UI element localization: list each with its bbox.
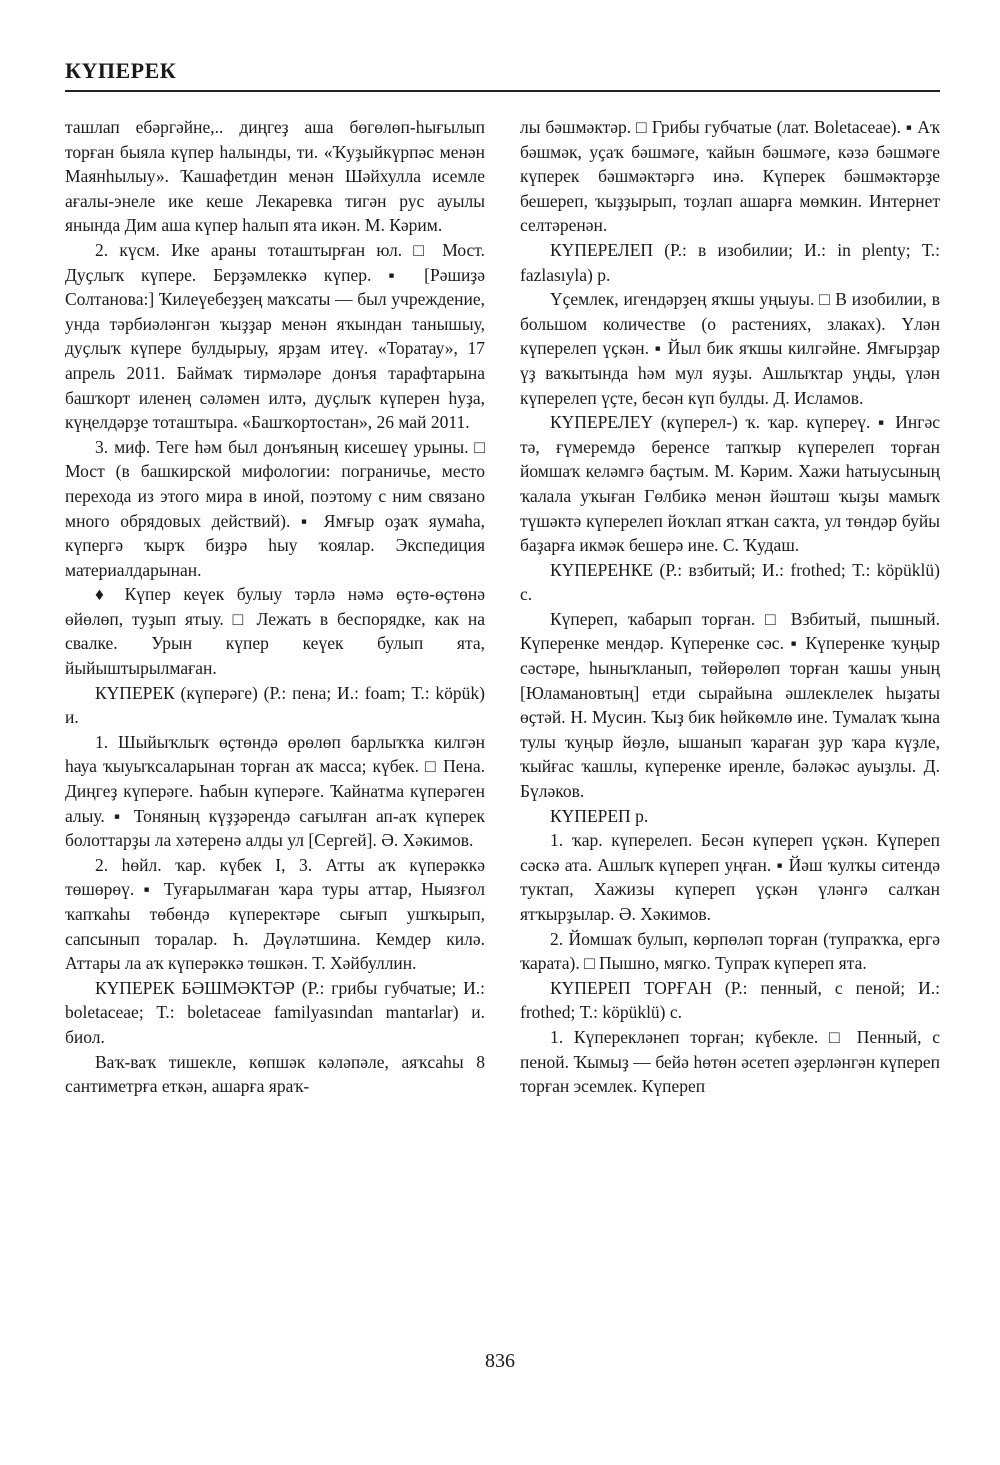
entry-paragraph: 3. миф. Теге һәм был донъяның кисешеү урыны. □ Мост (в башкирской мифологии: пограничье, место перехода из этого мира в иной, поэтому с ним связано много обрядовых действий). ▪ Ямғыр оҙаҡ яумаһа, күпергә ҡырҡ биҙрә һыу ҡоялар. Экспедиция материалдарынан. xyxy=(65,436,485,580)
entry-paragraph: 1. Күперекләнеп торған; күбекле. □ Пенный, с пеной. Ҡымыҙ — бейә һөтөн әсетеп әҙерләнгән күпереп торған эсемлек. Күпереп xyxy=(520,1026,940,1097)
page-number: 836 xyxy=(485,1350,515,1372)
entry-paragraph: Үҫемлек, игендәрҙең яҡшы уңыуы. □ В изобилии, в большом количестве (о растениях, злаках). Үлән күперелеп үҫкән. ▪ Йыл бик яҡшы килгәйне. Ямғырҙар үҙ ваҡытында һәм мул яуҙы. Ашлыҡтар уңды, үлән күперелеп үҫте, бесән күп булды. Д. Исламов. xyxy=(520,289,940,408)
headword-paragraph: КҮПЕРЕК БӘШМӘКТӘР (Р.: грибы губчатые; И.: boletaceae; Т.: boletaceae familyasından mantarlar) и. биол. xyxy=(65,977,485,1047)
entry-paragraph: 1. Шыйыҡлыҡ өҫтөндә өрөлөп барлыҡҡа килгән һауа ҡыуыҡсаларынан торған аҡ масса; күбек. □ Пена. Диңгеҙ күперәге. Һабын күперәге. Ҡайнатма күперәген алыу. ▪ Тоняның күҙҙәрендә сағылған ап-аҡ күперек болоттарҙы ла хәтеренә алды ул [Сергей]. Ә. Хәкимов. xyxy=(65,731,485,851)
headword-paragraph: КҮПЕРЕП ТОРҒАН (Р.: пенный, с пеной; И.: frothed; Т.: köpüklü) с. xyxy=(520,977,940,1023)
entry-paragraph: лы бәшмәктәр. □ Грибы губчатые (лат. Boletaceae). ▪ Аҡ бәшмәк, уҫаҡ бәшмәге, ҡайын бәшмәге, кәзә бәшмәге күперек бәшмәктәргә инә. Күперек бәшмәктәрҙе бешереп, ҡыҙҙырып, тоҙлап ашарға мөмкин. Интернет селтәренән. xyxy=(520,117,940,236)
entry-paragraph: Ваҡ-ваҡ тишекле, көпшәк кәләпәле, аяҡсаһы 8 сантиметрға еткән, ашарға яраҡ- xyxy=(65,1051,485,1097)
running-head: КҮПЕРЕК xyxy=(65,58,177,83)
headword-paragraph: КҮПЕРЕЛЕП (Р.: в изобилии; И.: in plenty; Т.: fazlasıyla) р. xyxy=(520,239,940,285)
headword-paragraph: КҮПЕРЕЛЕҮ (күперел-) ҡ. ҡар. күпереү. ▪ Ингәс тә, ғүмеремдә беренсе тапҡыр күперелеп торған йомшаҡ келәмгә баҫтым. М. Кәрим. Хажи һатыусының ҡалала уҡыған Гөлбикә менән йәштәш ҡыҙы мамыҡ түшәктә күперелеп йоҡлап ятҡан саҡта, ул төндәр буйы баҙарға икмәк бешерә ине. С. Ҡудаш. xyxy=(520,412,940,556)
header-rule xyxy=(65,90,940,92)
right-column xyxy=(520,115,940,1345)
entry-paragraph: 2. Йомшаҡ булып, көрпөләп торған (тупраҡҡа, ергә ҡарата). □ Пышно, мягко. Тупраҡ күпереп ята. xyxy=(520,928,940,974)
headword-paragraph: КҮПЕРЕК (күперәге) (Р.: пена; И.: foam; Т.: köpük) и. xyxy=(65,682,485,728)
entry-paragraph: Күпереп, ҡабарып торған. □ Взбитый, пышный. Күперенке мендәр. Күперенке сәс. ▪ Күперенке ҡуңыр сәстәре, һыныҡланып, төйөрөлөп торған ҡашы уның [Юламановтың] етди сырайына әшлеклелек һыҙаты өҫтәй. Н. Мусин. Ҡыҙ бик һөйкөмлө ине. Тумалаҡ ҡына тулы ҡуңыр йөҙлө, ышанып ҡараған ҙур ҡара күҙле, ҡыйғас ҡашлы, күперенке иренле, бәләкәс ауыҙлы. Д. Бүләков. xyxy=(520,608,940,802)
idiom-paragraph: ♦ Күпер кеүек булыу тәрлә нәмә өҫтө-өҫтөнә өйөлөп, туҙып ятыу. □ Лежать в беспорядке, как на свалке. Урын күпер кеүек булып ята, йыйыштырылмаған. xyxy=(65,584,485,679)
headword-paragraph: КҮПЕРЕНКЕ (Р.: взбитый; И.: frothed; Т.: köpüklü) с. xyxy=(520,559,940,605)
entry-paragraph: 2. күсм. Ике араны тоташтырған юл. □ Мост. Дуҫлыҡ күпере. Берҙәмлеккә күпер. ▪ [Рәшиҙә Солтанова:] Ҡилеүебеҙҙең маҡсаты — был учреждение, унда тәрбиәләнгән ҡыҙҙар менән яҡындан танышыу, дуҫлыҡ күпере булдырыу, ярҙам итеү. «Торатау», 17 апрель 2011. Баймаҡ тирмәләре донъя тарафтарына башҡорт иленең сәләмен илтә, дуҫлыҡ күперен һуҙа, күңелдәрҙе тоташтыра. «Башҡортостан», 26 май 2011. xyxy=(65,239,485,433)
headword-paragraph: КҮПЕРЕП р. xyxy=(550,805,649,826)
left-column xyxy=(65,115,485,1345)
entry-paragraph: 2. һөйл. ҡар. күбек I, 3. Атты аҡ күперәккә төшөрөү. ▪ Туғарылмаған ҡара туры аттар, Ныязғол ҡапҡаһы төбөндә күперектәре сығып ушҡырып, сапсынып торалар. Һ. Дәүләтшина. Кемдер килә. Аттары ла аҡ күперәккә төшкән. Т. Хәйбуллин. xyxy=(65,854,485,974)
entry-paragraph: 1. ҡар. күперелеп. Бесән күпереп үҫкән. Күпереп сәскә ата. Ашлыҡ күпереп уңған. ▪ Йәш ҡулҡы ситендә туктап, Хажизы күпереп үҫкән үләнгә салҡан ятҡырҙылар. Ә. Хәкимов. xyxy=(520,830,940,924)
entry-paragraph: ташлап ебәргәйне,.. диңгеҙ аша бөгөлөп-һығылып торған быяла күпер һалынды, ти. «Ҡуҙыйкүрпәс менән Маянһылыу». Ҡашафетдин менән Шәйхулла исемле ағалы-энеле ике кеше Лекаревка тигән рус ауылы янында Дим аша күпер һалып ята икән. М. Кәрим. xyxy=(65,117,485,236)
